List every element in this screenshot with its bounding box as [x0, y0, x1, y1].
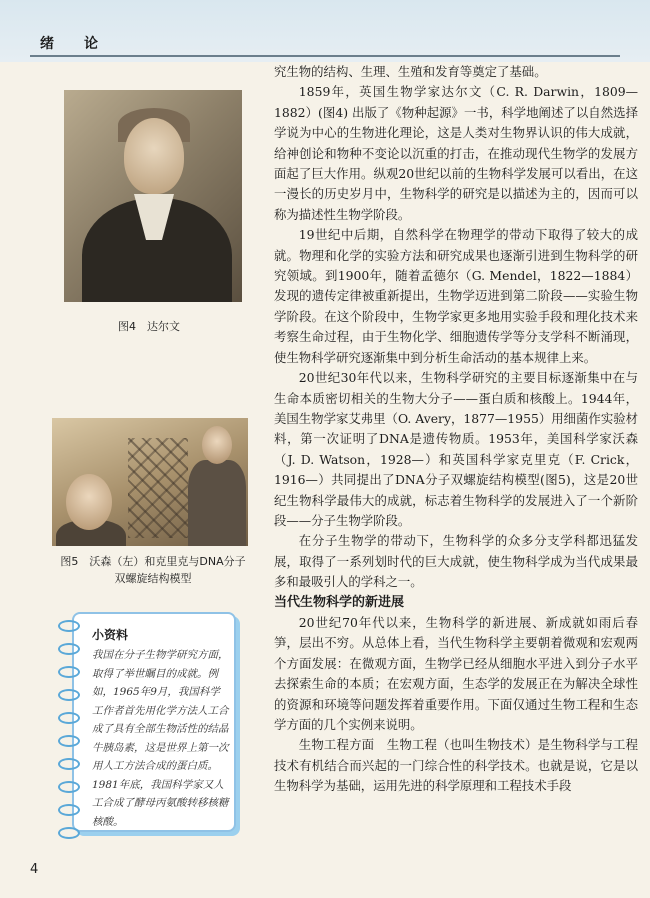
paragraph: 20世纪70年代以来，生物科学的新进展、新成就如雨后春笋，层出不穷。从总体上看，当代生物科学主要朝着微观和宏观两个方面发展：在微观方面，生物学已经从细胞水平进入到分子水平去探索生命的本质；在宏观方面，生态学的发展正在为解决全球性的资源和环境等问题发挥着重要作用。下面仅通过生物工程和生态学方面的几个实例来说明。 [274, 614, 638, 732]
person-left-face [66, 474, 112, 530]
dna-model [128, 438, 188, 538]
paragraph: 生物工程方面 生物工程（也叫生物技术）是生物科学与工程技术有机结合而兴起的一门综合性的科学技术。也就是说，它是以生物科学为基础，运用先进的科学原理和工程技术手段 [274, 737, 638, 794]
figure-5-caption: 图5 沃森（左）和克里克与DNA分子双螺旋结构模型 [60, 555, 246, 585]
paragraph: 在分子生物学的带动下，生物科学的众多分支学科都迅猛发展，取得了一系列划时代的巨大成就，使生物科学成为当代成果最多和最吸引人的学科之一。 [274, 533, 638, 590]
info-box-text: 我国在分子生物学研究方面，取得了举世瞩目的成就。例如，1965年9月，我国科学工作者首先用化学方法人工合成了具有全部生物活性的结晶牛胰岛素，这是世界上第一次用人工方法合成的蛋白质。1981年底，我国科学家又人工合成了酵母丙氨酸转移核糖核酸。 [92, 649, 229, 828]
section-heading: 当代生物科学的新进展 [274, 594, 405, 610]
person-right-face [202, 426, 232, 464]
paragraph: 20世纪30年代以来，生物科学研究的主要目标逐渐集中在与生命本质密切相关的生物大分子——蛋白质和核酸上。1944年，美国生物学家艾弗里（O. Avery，1877—1955）用细菌作实验材料，第一次证明了DNA是遗传物质。1953年，美国科学家沃森（J. D. Watson，1928—）和英国科学家克里克（F. Crick，1916—）共同提出了DNA分子双螺旋结构模型(图5)，这是20世纪生物科学最伟大的成就，标志着生物科学的发展进入了一个新阶段——分子生物学阶段。 [274, 370, 638, 528]
figure-4-caption: 图4 达尔文 [118, 320, 180, 333]
main-text-column [274, 62, 638, 797]
watson-crick-photo-image [52, 418, 248, 546]
page-number: 4 [30, 862, 39, 877]
darwin-portrait-image [64, 90, 242, 302]
paragraph: 19世纪中后期，自然科学在物理学的带动下取得了较大的成就。物理和化学的实验方法和研究成果也逐渐引进到生物科学的研究领域。到1900年，随着孟德尔（G. Mendel，1822—1884）发现的遗传定律被重新提出，生物学迈进到第二阶段——实验生物学阶段。在这个阶段中，生物学家更多地用实验手段和理化技术来考察生命过程，由于生物化学、细胞遗传学等分支学科不断涌现，使生物科学研究逐渐集中到分析生命活动的基本规律上来。 [274, 227, 638, 365]
header-divider [30, 55, 620, 57]
info-box-title: 小资料 [92, 628, 129, 642]
paragraph: 究生物的结构、生理、生殖和发育等奠定了基础。 [274, 64, 547, 79]
paragraph: 1859年，英国生物学家达尔文（C. R. Darwin，1809—1882）(图4) 出版了《物种起源》一书，科学地阐述了以自然选择学说为中心的生物进化理论，这是人类对生物界认识的伟大成就，给神创论和物种不变论以沉重的打击，在推动现代生物学的发展方面起了巨大作用。纵观20世纪以前的生物科学发展可以看出，在这一漫长的历史岁月中，生物科学的研究是以描述为主的，因而可以称为描述性生物学阶段。 [274, 84, 638, 222]
spiral-binding-icon [58, 620, 78, 820]
portrait-face [124, 118, 184, 194]
chapter-title: 绪 论 [40, 36, 106, 52]
person-right-body [188, 460, 246, 546]
